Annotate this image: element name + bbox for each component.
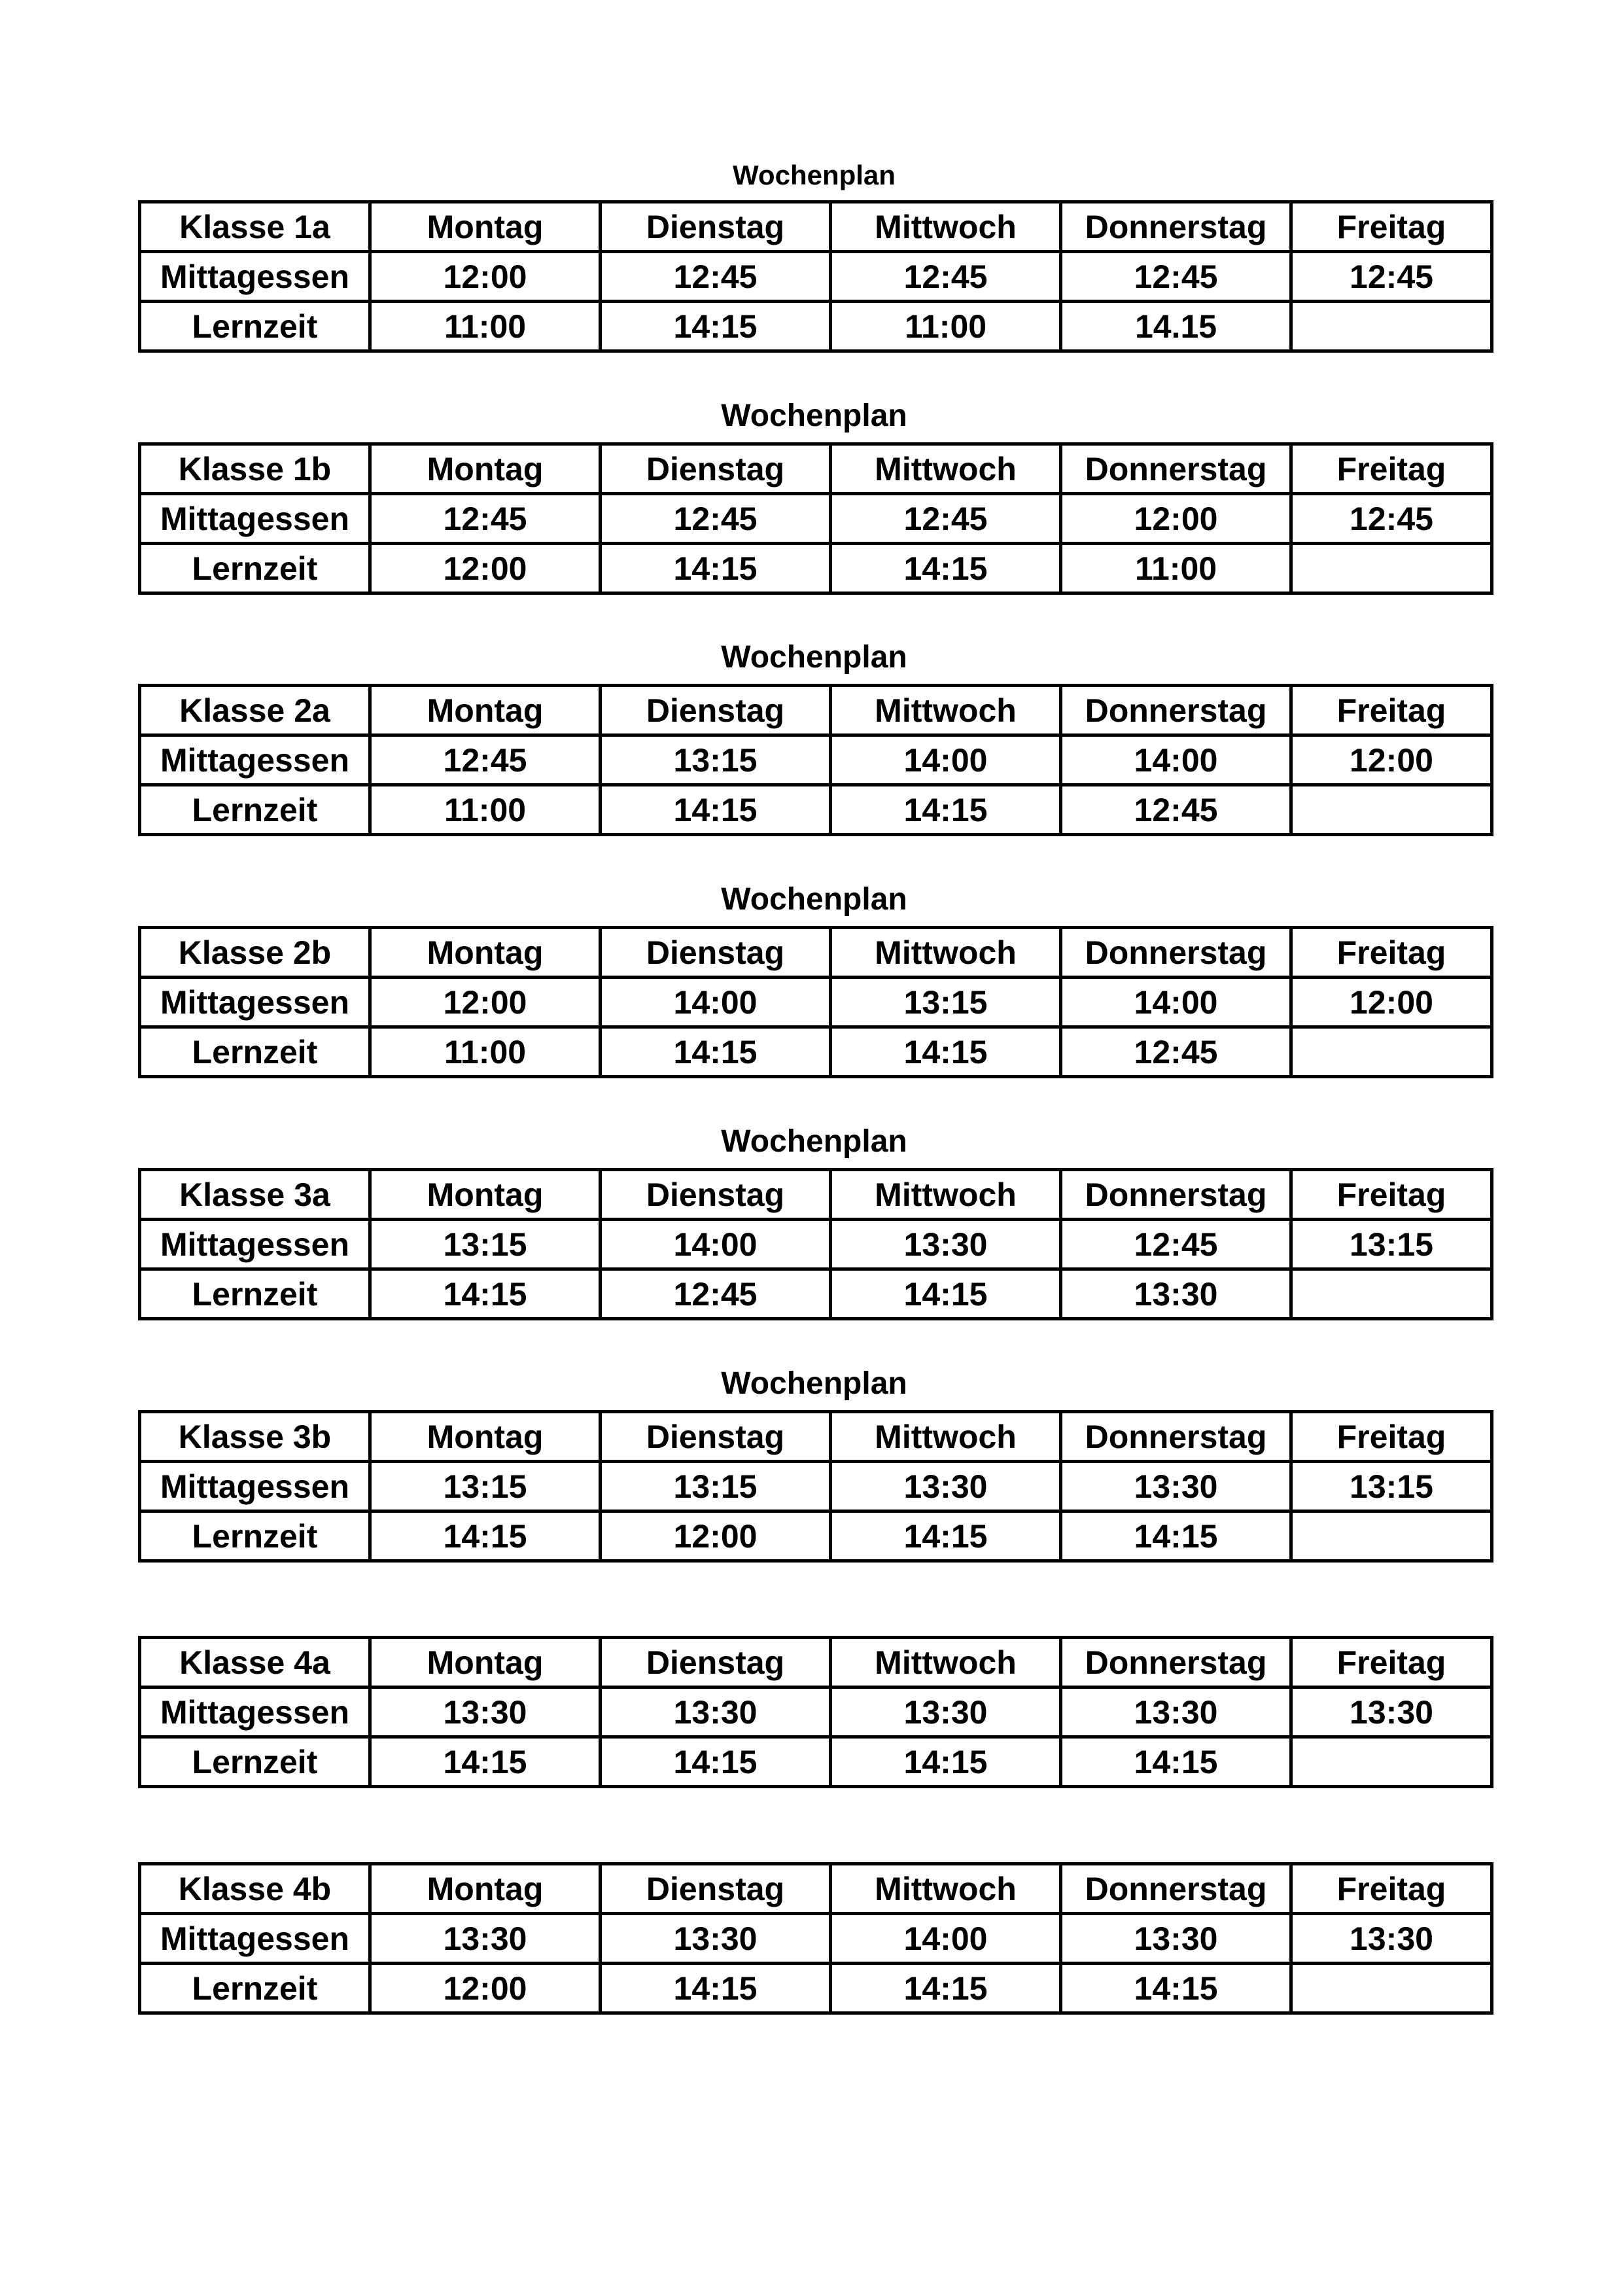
row-label: Lernzeit: [140, 302, 370, 351]
time-cell: 14:00: [601, 1220, 831, 1269]
day-header: Mittwoch: [831, 1412, 1061, 1462]
time-cell: 14:15: [601, 544, 831, 593]
table-header-row: [140, 202, 1492, 252]
table-row: [140, 1737, 1492, 1787]
time-cell: [1291, 302, 1492, 351]
row-label: Lernzeit: [140, 1964, 370, 2013]
time-cell: 12:00: [1061, 494, 1291, 544]
day-header: Mittwoch: [831, 1864, 1061, 1914]
time-cell: 14:00: [1061, 735, 1291, 785]
time-cell: 12:45: [601, 252, 831, 302]
day-header: Mittwoch: [831, 928, 1061, 978]
day-header: Montag: [370, 202, 601, 252]
time-cell: 12:45: [601, 494, 831, 544]
table-header-row: [140, 1170, 1492, 1220]
table-row: [140, 252, 1492, 302]
day-header: Montag: [370, 686, 601, 735]
table-row: [140, 494, 1492, 544]
time-cell: 12:00: [370, 978, 601, 1027]
table-header-row: [140, 1412, 1492, 1462]
time-cell: 13:15: [370, 1220, 601, 1269]
time-cell: 11:00: [1061, 544, 1291, 593]
day-header: Montag: [370, 444, 601, 494]
day-header: Dienstag: [601, 1638, 831, 1687]
time-cell: 14:15: [370, 1269, 601, 1319]
schedule-table: [138, 1410, 1493, 1563]
time-cell: 14:15: [601, 1737, 831, 1787]
day-header: Dienstag: [601, 202, 831, 252]
time-cell: 14:15: [601, 1964, 831, 2013]
day-header: Freitag: [1291, 928, 1492, 978]
schedule-table: [138, 1636, 1493, 1788]
time-cell: 12:45: [370, 494, 601, 544]
time-cell: 13:30: [831, 1220, 1061, 1269]
day-header: Freitag: [1291, 1170, 1492, 1220]
time-cell: 12:45: [601, 1269, 831, 1319]
time-cell: 13:30: [1291, 1687, 1492, 1737]
time-cell: 13:15: [831, 978, 1061, 1027]
day-header: Freitag: [1291, 686, 1492, 735]
row-label: Lernzeit: [140, 1269, 370, 1319]
day-header: Mittwoch: [831, 1170, 1061, 1220]
table-row: [140, 1220, 1492, 1269]
row-label: Mittagessen: [140, 1462, 370, 1511]
time-cell: [1291, 544, 1492, 593]
day-header: Freitag: [1291, 202, 1492, 252]
time-cell: [1291, 785, 1492, 835]
day-header: Donnerstag: [1061, 928, 1291, 978]
day-header: Dienstag: [601, 1170, 831, 1220]
table-row: [140, 302, 1492, 351]
time-cell: 13:30: [601, 1687, 831, 1737]
time-cell: 13:15: [1291, 1462, 1492, 1511]
table-header-row: [140, 1638, 1492, 1687]
time-cell: 12:45: [1291, 494, 1492, 544]
time-cell: 14:15: [831, 1511, 1061, 1561]
schedule-title: Wochenplan: [721, 640, 907, 675]
class-label: Klasse 3b: [140, 1412, 370, 1462]
table-row: [140, 544, 1492, 593]
table-row: [140, 1914, 1492, 1964]
schedule-title: Wochenplan: [733, 160, 896, 190]
time-cell: 12:00: [370, 544, 601, 593]
time-cell: 13:30: [831, 1687, 1061, 1737]
time-cell: 13:30: [1061, 1914, 1291, 1964]
table-header-row: [140, 1864, 1492, 1914]
time-cell: 12:45: [831, 252, 1061, 302]
time-cell: 12:00: [601, 1511, 831, 1561]
table-row: [140, 1269, 1492, 1319]
time-cell: 13:30: [831, 1462, 1061, 1511]
time-cell: 14:15: [831, 1269, 1061, 1319]
table-row: [140, 785, 1492, 835]
table-row: [140, 1964, 1492, 2013]
day-header: Mittwoch: [831, 686, 1061, 735]
day-header: Freitag: [1291, 1412, 1492, 1462]
row-label: Lernzeit: [140, 1737, 370, 1787]
time-cell: 11:00: [370, 1027, 601, 1077]
day-header: Freitag: [1291, 444, 1492, 494]
schedule-table: [138, 1862, 1493, 2015]
day-header: Donnerstag: [1061, 1412, 1291, 1462]
time-cell: 14:15: [831, 1027, 1061, 1077]
day-header: Donnerstag: [1061, 1170, 1291, 1220]
schedule-table: [138, 200, 1493, 353]
row-label: Mittagessen: [140, 978, 370, 1027]
day-header: Dienstag: [601, 444, 831, 494]
time-cell: 13:30: [370, 1687, 601, 1737]
day-header: Freitag: [1291, 1864, 1492, 1914]
time-cell: 14:15: [370, 1737, 601, 1787]
day-header: Dienstag: [601, 1864, 831, 1914]
day-header: Mittwoch: [831, 444, 1061, 494]
table-row: [140, 1027, 1492, 1077]
time-cell: 14:15: [831, 785, 1061, 835]
time-cell: [1291, 1269, 1492, 1319]
schedule-table: [138, 442, 1493, 595]
row-label: Mittagessen: [140, 735, 370, 785]
time-cell: 14:00: [601, 978, 831, 1027]
day-header: Donnerstag: [1061, 686, 1291, 735]
row-label: Mittagessen: [140, 1687, 370, 1737]
time-cell: 13:30: [1061, 1687, 1291, 1737]
time-cell: [1291, 1737, 1492, 1787]
time-cell: 13:30: [601, 1914, 831, 1964]
time-cell: 14:15: [601, 302, 831, 351]
time-cell: 12:00: [1291, 735, 1492, 785]
class-label: Klasse 4b: [140, 1864, 370, 1914]
class-label: Klasse 4a: [140, 1638, 370, 1687]
time-cell: 13:30: [1061, 1269, 1291, 1319]
time-cell: [1291, 1027, 1492, 1077]
row-label: Lernzeit: [140, 1511, 370, 1561]
time-cell: 12:00: [370, 252, 601, 302]
table-row: [140, 735, 1492, 785]
schedule-title: Wochenplan: [721, 398, 907, 433]
row-label: Lernzeit: [140, 1027, 370, 1077]
class-label: Klasse 1a: [140, 202, 370, 252]
time-cell: [1291, 1964, 1492, 2013]
time-cell: 14:15: [831, 544, 1061, 593]
class-label: Klasse 2b: [140, 928, 370, 978]
day-header: Donnerstag: [1061, 1638, 1291, 1687]
day-header: Montag: [370, 1864, 601, 1914]
schedule-table: [138, 684, 1493, 836]
time-cell: 11:00: [831, 302, 1061, 351]
time-cell: 13:15: [601, 735, 831, 785]
schedule-table: [138, 926, 1493, 1078]
time-cell: 11:00: [370, 302, 601, 351]
time-cell: 14:15: [1061, 1511, 1291, 1561]
day-header: Mittwoch: [831, 1638, 1061, 1687]
time-cell: 14:15: [831, 1737, 1061, 1787]
time-cell: 13:15: [370, 1462, 601, 1511]
day-header: Donnerstag: [1061, 202, 1291, 252]
time-cell: 12:45: [1061, 785, 1291, 835]
time-cell: 14:00: [831, 1914, 1061, 1964]
time-cell: 12:45: [1061, 1027, 1291, 1077]
table-row: [140, 1687, 1492, 1737]
time-cell: 12:45: [1061, 1220, 1291, 1269]
time-cell: 13:15: [1291, 1220, 1492, 1269]
time-cell: 12:00: [1291, 978, 1492, 1027]
table-row: [140, 1462, 1492, 1511]
day-header: Montag: [370, 1170, 601, 1220]
class-label: Klasse 3a: [140, 1170, 370, 1220]
day-header: Donnerstag: [1061, 444, 1291, 494]
time-cell: 14:15: [601, 1027, 831, 1077]
table-header-row: [140, 686, 1492, 735]
time-cell: 14:15: [601, 785, 831, 835]
time-cell: 12:45: [1291, 252, 1492, 302]
time-cell: 14:15: [831, 1964, 1061, 2013]
row-label: Mittagessen: [140, 1220, 370, 1269]
time-cell: 12:45: [1061, 252, 1291, 302]
time-cell: 13:30: [1061, 1462, 1291, 1511]
time-cell: 11:00: [370, 785, 601, 835]
row-label: Mittagessen: [140, 494, 370, 544]
table-header-row: [140, 444, 1492, 494]
day-header: Montag: [370, 928, 601, 978]
time-cell: 14:00: [831, 735, 1061, 785]
schedule-title: Wochenplan: [721, 882, 907, 917]
table-row: [140, 978, 1492, 1027]
time-cell: 14:15: [370, 1511, 601, 1561]
row-label: Mittagessen: [140, 252, 370, 302]
time-cell: 14:15: [1061, 1964, 1291, 2013]
time-cell: 12:00: [370, 1964, 601, 2013]
time-cell: 13:30: [370, 1914, 601, 1964]
schedule-title: Wochenplan: [721, 1366, 907, 1401]
time-cell: 14.15: [1061, 302, 1291, 351]
time-cell: 14:15: [1061, 1737, 1291, 1787]
day-header: Freitag: [1291, 1638, 1492, 1687]
schedule-title: Wochenplan: [721, 1124, 907, 1159]
day-header: Dienstag: [601, 686, 831, 735]
day-header: Montag: [370, 1412, 601, 1462]
class-label: Klasse 1b: [140, 444, 370, 494]
row-label: Lernzeit: [140, 785, 370, 835]
time-cell: 12:45: [831, 494, 1061, 544]
class-label: Klasse 2a: [140, 686, 370, 735]
row-label: Lernzeit: [140, 544, 370, 593]
time-cell: 14:00: [1061, 978, 1291, 1027]
day-header: Montag: [370, 1638, 601, 1687]
day-header: Dienstag: [601, 928, 831, 978]
day-header: Dienstag: [601, 1412, 831, 1462]
table-header-row: [140, 928, 1492, 978]
time-cell: 13:30: [1291, 1914, 1492, 1964]
day-header: Mittwoch: [831, 202, 1061, 252]
time-cell: 12:45: [370, 735, 601, 785]
table-row: [140, 1511, 1492, 1561]
row-label: Mittagessen: [140, 1914, 370, 1964]
time-cell: 13:15: [601, 1462, 831, 1511]
schedule-table: [138, 1168, 1493, 1320]
day-header: Donnerstag: [1061, 1864, 1291, 1914]
time-cell: [1291, 1511, 1492, 1561]
